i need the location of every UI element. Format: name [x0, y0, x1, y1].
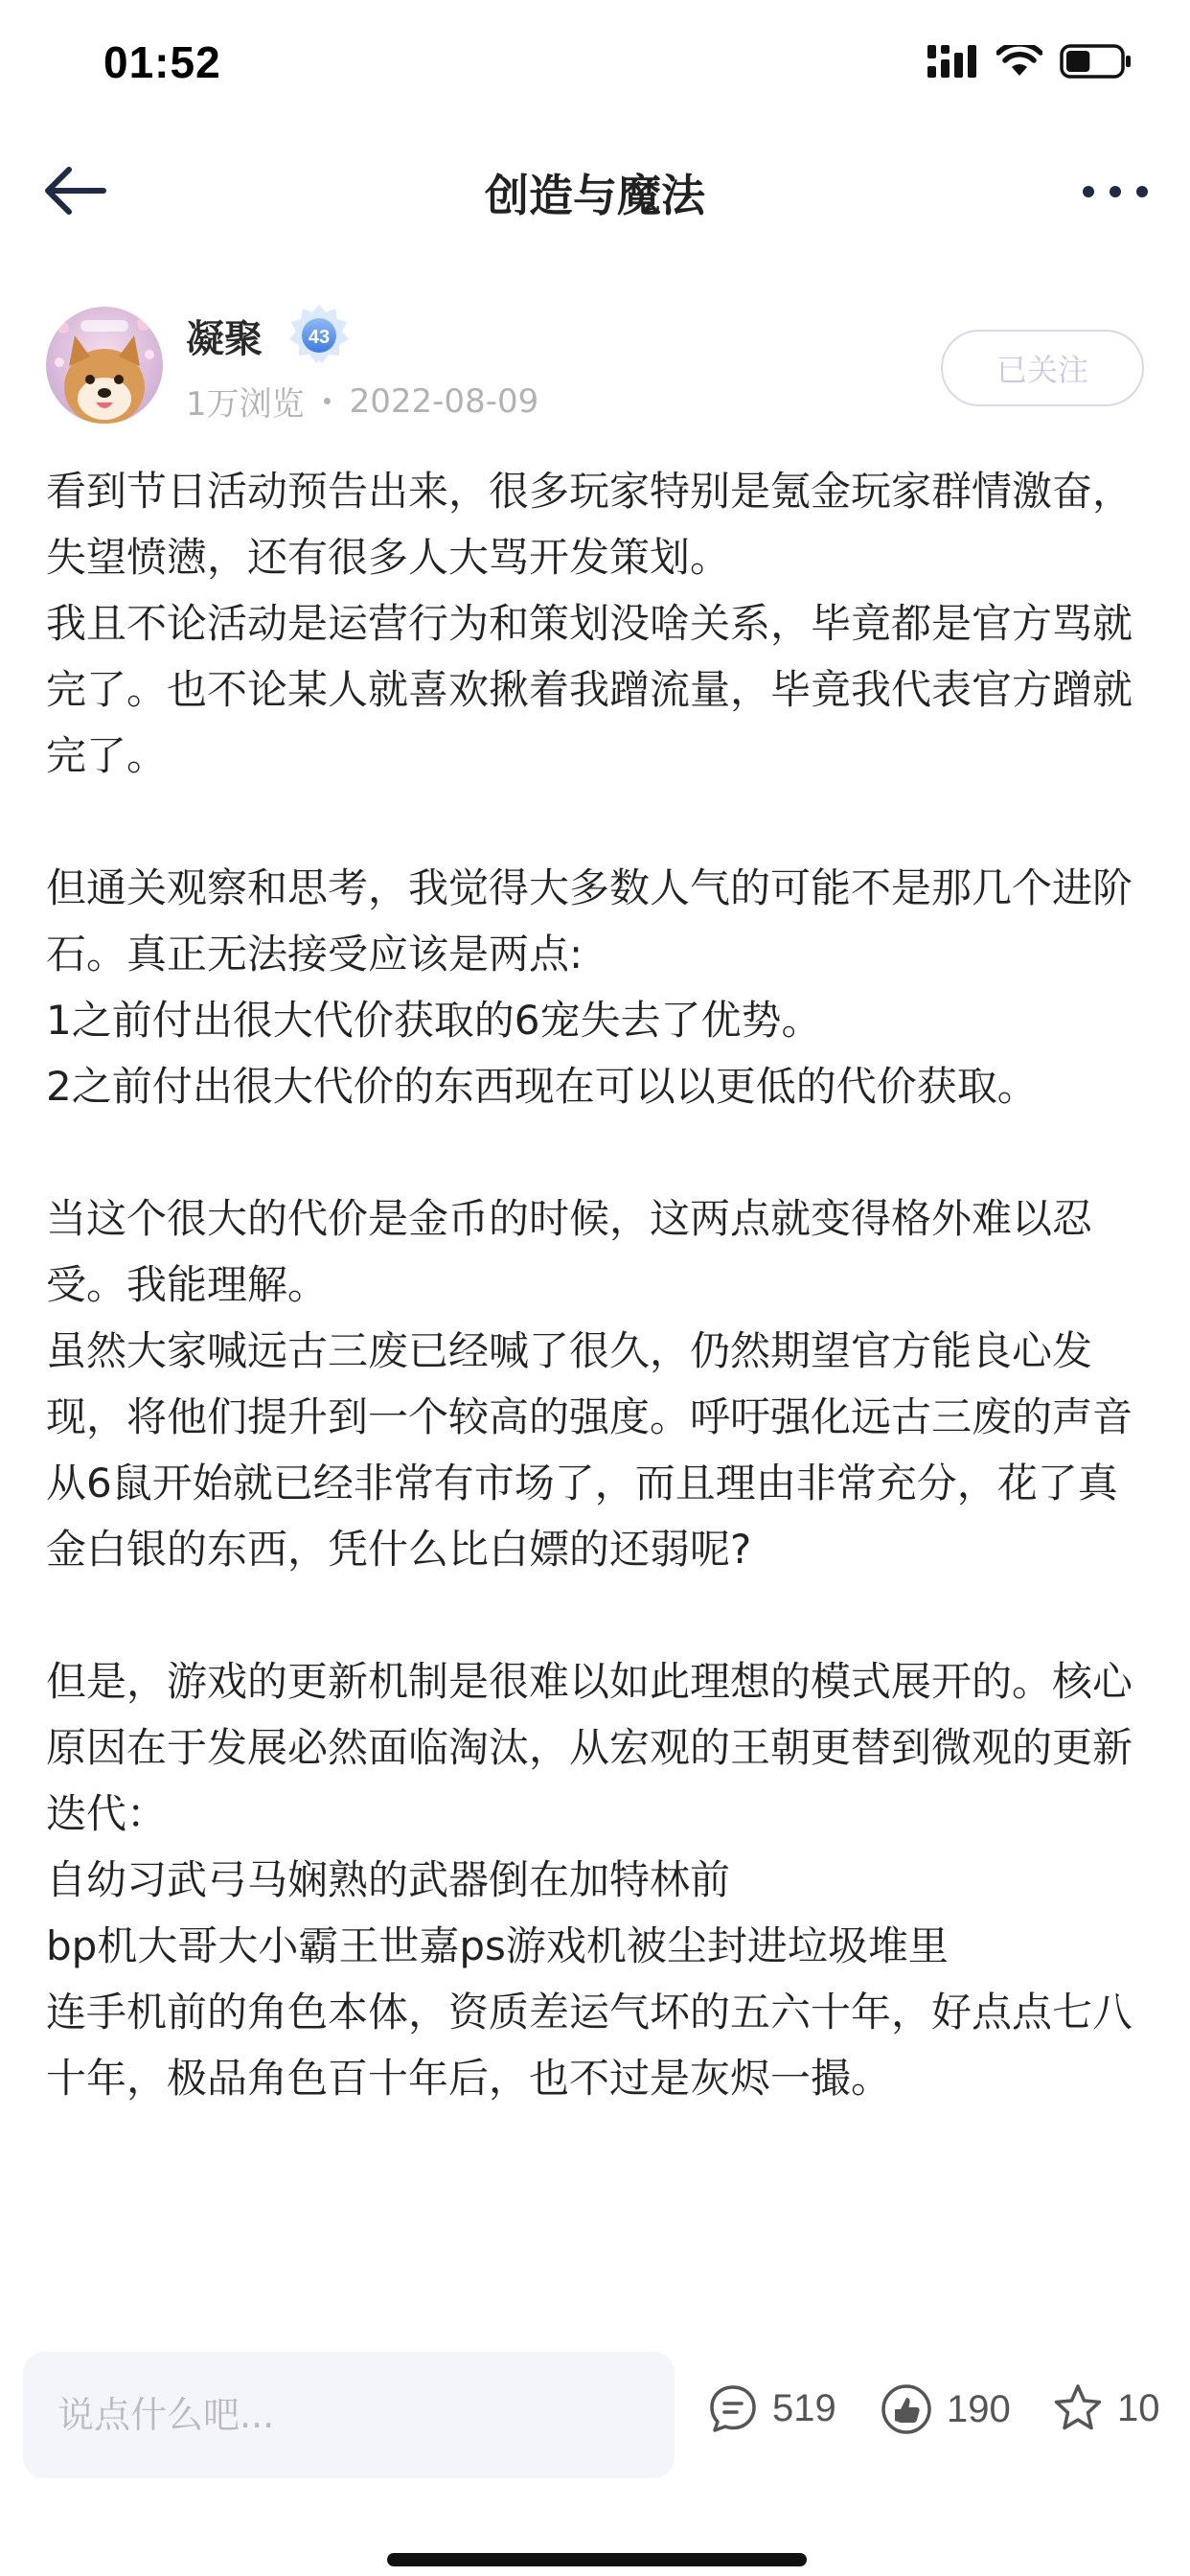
status-time: 01:52: [103, 37, 221, 87]
favorite-button[interactable]: [1052, 2382, 1160, 2434]
favorite-count: 10: [1117, 2386, 1160, 2429]
more-button[interactable]: [1077, 171, 1154, 213]
author-row: [0, 301, 1190, 435]
comment-count: 519: [772, 2386, 836, 2429]
like-icon: [880, 2382, 933, 2436]
nav-bar: [0, 134, 1190, 247]
follow-button[interactable]: 已关注: [941, 330, 1144, 406]
author-meta: [186, 378, 538, 425]
level-badge-text: 43: [308, 327, 331, 348]
view-count: 1万浏览: [186, 385, 305, 424]
level-badge-icon: [286, 301, 353, 368]
paragraph: 但通关观察和思考，我觉得大多数人气的可能不是那几个进阶石。真正无法接受应该是两点:: [46, 864, 1133, 978]
author-name[interactable]: 凝聚: [186, 317, 263, 361]
cellular-signal-icon: [927, 45, 979, 78]
avatar[interactable]: [46, 307, 163, 424]
paragraph: 自幼习武弓马娴熟的武器倒在加特林前: [46, 1856, 731, 1903]
paragraph: 连手机前的角色本体，资质差运气坏的五六十年，好点点七八十年，极品角色百十年后，也不过是灰烬一撮。: [46, 1989, 1133, 2102]
avatar-image: [46, 307, 163, 424]
status-bar: [0, 0, 1190, 126]
paragraph: 当这个很大的代价是金币的时候，这两点就变得格外难以忍受。我能理解。: [46, 1195, 1093, 1308]
comment-input[interactable]: [23, 2352, 675, 2478]
bottom-bar: [0, 2338, 1190, 2482]
comment-button[interactable]: [707, 2382, 836, 2434]
battery-icon: [1060, 44, 1133, 79]
paragraph: 2之前付出很大代价的东西现在可以以更低的代价获取。: [46, 1063, 1038, 1110]
page-title: 创造与魔法: [485, 170, 705, 221]
paragraph: 1之前付出很大代价获取的6宠失去了优势。: [46, 997, 822, 1044]
paragraph: bp机大哥大小霸王世嘉ps游戏机被尘封进垃圾堆里: [46, 1922, 949, 1969]
article-body: [46, 458, 1148, 2111]
like-button[interactable]: [880, 2382, 1011, 2436]
status-icons: [927, 44, 1133, 79]
wifi-icon: [996, 45, 1042, 78]
paragraph: 看到节日活动预告出来，很多玩家特别是氪金玩家群情激奋，失望愤懑，还有很多人大骂开发策划。: [46, 468, 1133, 581]
home-indicator[interactable]: [387, 2553, 807, 2566]
paragraph: 虽然大家喊远古三废已经喊了很久，仍然期望官方能良心发现，将他们提升到一个较高的强度。呼吁强化远古三废的声音从6鼠开始就已经非常有市场了，而且理由非常充分，花了真金白银的东西，凭什么比白嫖的还弱呢?: [46, 1327, 1133, 1573]
paragraph: 我且不论活动是运营行为和策划没啥关系，毕竟都是官方骂就完了。也不论某人就喜欢揪着我蹭流量，毕竟我代表官方蹭就完了。: [46, 600, 1133, 779]
comment-icon: [707, 2382, 759, 2434]
like-count: 190: [947, 2387, 1011, 2430]
post-date: 2022-08-09: [349, 381, 539, 421]
paragraph: 但是，游戏的更新机制是很难以如此理想的模式展开的。核心原因在于发展必然面临淘汰，从宏观的王朝更替到微观的更新迭代：: [46, 1658, 1133, 1837]
more-dots-icon: [1082, 185, 1149, 198]
meta-separator: [324, 398, 331, 404]
star-icon: [1052, 2382, 1104, 2434]
